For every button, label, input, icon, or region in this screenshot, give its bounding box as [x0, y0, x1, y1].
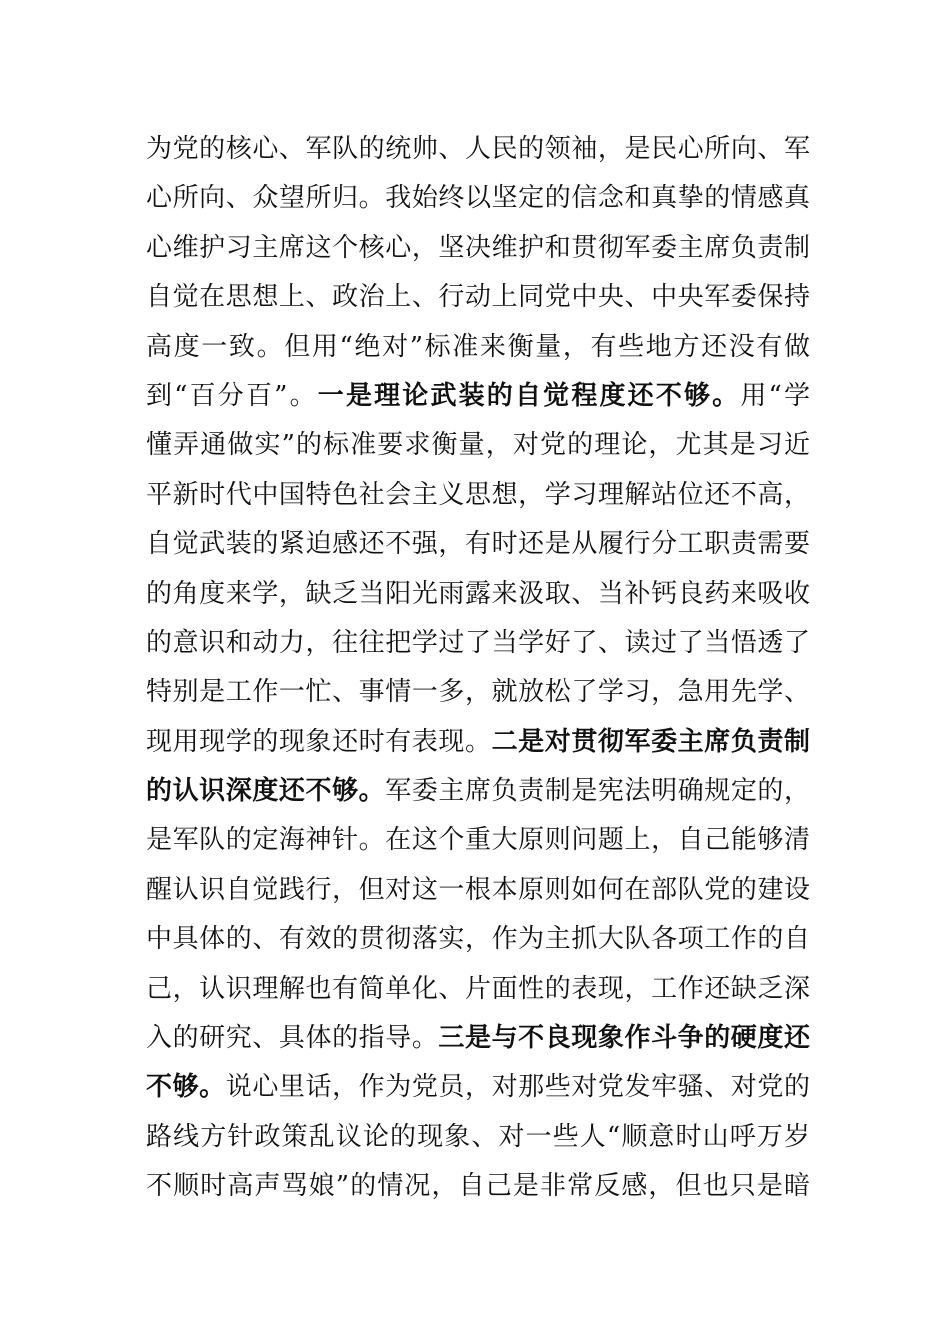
text-line — [146, 866, 810, 915]
body-text-segment: 说心里话，作为党员，对那些对党发牢骚、对党的 — [225, 1072, 810, 1103]
body-text-segment: 中具体的、有效的贯彻落实，作为主抓大队各项工作的自 — [146, 924, 810, 955]
text-line — [146, 965, 810, 1014]
body-text-segment: 到“百分百”。 — [146, 380, 318, 411]
body-text-segment: 己，认识理解也有简单化、片面性的表现，工作还缺乏深 — [146, 973, 810, 1004]
text-line — [146, 520, 810, 569]
body-text — [146, 125, 810, 1212]
body-text-segment: 自觉武装的紧迫感还不强，有时还是从履行分工职责需要 — [146, 529, 810, 560]
body-text-segment: 军委主席负责制是宪法明确规定的， — [385, 776, 810, 807]
text-line — [146, 273, 810, 322]
body-text-segment: 的意识和动力，往往把学过了当学好了、读过了当悟透了 — [146, 627, 810, 658]
body-text-segment: 路线方针政策乱议论的现象、对一些人“顺意时山呼万岁 — [146, 1121, 810, 1152]
text-line — [146, 174, 810, 223]
bold-heading-text: 二是对贯彻军委主席负责制 — [491, 726, 810, 757]
body-text-segment: 用“学 — [740, 380, 810, 411]
text-line — [146, 1162, 810, 1211]
bold-heading-text: 不够。 — [146, 1072, 226, 1103]
body-text-segment: 自觉在思想上、政治上、行动上同党中央、中央军委保持 — [146, 282, 810, 313]
text-line — [146, 323, 810, 372]
text-line — [146, 718, 810, 767]
body-text-segment: 不顺时高声骂娘”的情况，自己是非常反感，但也只是暗 — [146, 1171, 810, 1202]
text-line — [146, 668, 810, 717]
text-line — [146, 767, 810, 816]
bold-heading-text: 三是与不良现象作斗争的硬度还 — [438, 1023, 810, 1054]
text-line — [146, 224, 810, 273]
text-line — [146, 1014, 810, 1063]
body-text-segment: 平新时代中国特色社会主义思想，学习理解站位还不高， — [146, 479, 810, 510]
text-line — [146, 125, 810, 174]
text-line — [146, 816, 810, 865]
text-line — [146, 471, 810, 520]
body-text-segment: 特别是工作一忙、事情一多，就放松了学习，急用先学、 — [146, 677, 810, 708]
text-line — [146, 915, 810, 964]
text-line — [146, 372, 810, 421]
body-text-segment: 高度一致。但用“绝对”标准来衡量，有些地方还没有做 — [146, 331, 810, 362]
body-text-segment: 的角度来学，缺乏当阳光雨露来汲取、当补钙良药来吸收 — [146, 578, 810, 609]
bold-heading-text: 的认识深度还不够。 — [146, 776, 386, 807]
body-text-segment: 醒认识自觉践行，但对这一根本原则如何在部队党的建设 — [146, 874, 810, 905]
text-line — [146, 421, 810, 470]
text-line — [146, 570, 810, 619]
bold-heading-text: 一是理论武装的自觉程度还不够。 — [317, 380, 741, 411]
text-line — [146, 619, 810, 668]
body-text-segment: 为党的核心、军队的统帅、人民的领袖，是民心所向、军 — [146, 134, 810, 164]
text-line — [146, 1063, 810, 1112]
body-text-segment: 心所向、众望所归。我始终以坚定的信念和真挚的情感真 — [146, 183, 810, 214]
body-text-segment: 入的研究、具体的指导。 — [146, 1023, 439, 1054]
body-text-segment: 是军队的定海神针。在这个重大原则问题上，自己能够清 — [146, 825, 810, 856]
body-text-segment: 懂弄通做实”的标准要求衡量，对党的理论，尤其是习近 — [146, 430, 810, 461]
body-text-segment: 现用现学的现象还时有表现。 — [146, 726, 492, 757]
text-line — [146, 1113, 810, 1162]
body-text-segment: 心维护习主席这个核心，坚决维护和贯彻军委主席负责制 — [146, 232, 810, 263]
